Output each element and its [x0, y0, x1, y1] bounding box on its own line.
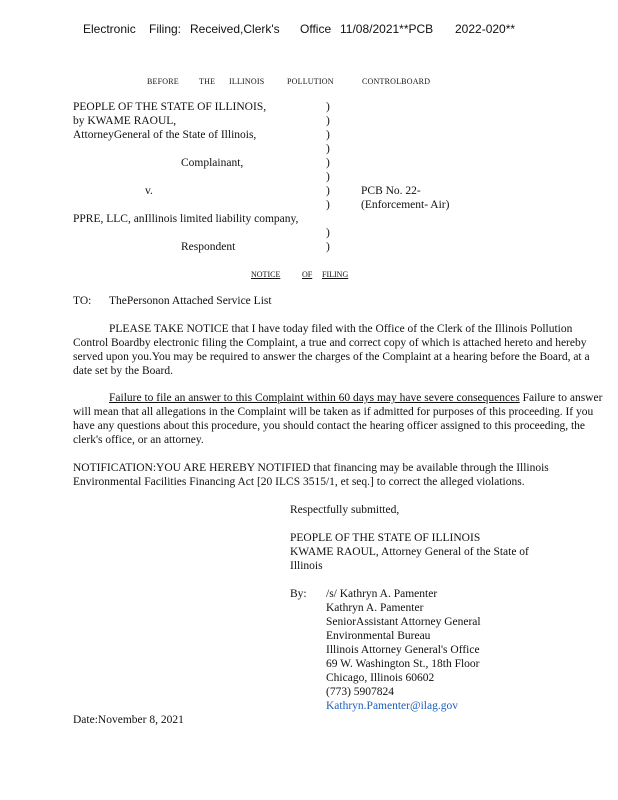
caption-paren: ): [326, 185, 330, 197]
caption-enforcement: (Enforcement- Air): [361, 199, 450, 211]
board-title-the: THE: [199, 77, 216, 86]
signature-state: Illinois: [290, 560, 323, 572]
caption-plaintiff-line3: AttorneyGeneral of the State of Illinois,: [73, 129, 257, 141]
stamp-received: Received,Clerk's: [190, 22, 280, 36]
failure-paragraph: [73, 391, 603, 447]
board-title-control: CONTROLBOARD: [362, 77, 431, 86]
failure-details: Failure to answer will mean that all allegations in the Complaint will be taken as if admitted for purposes of this proceeding. If you have any questions about this procedure, you should contact the hearing officer assigned to this proceeding, the clerk's office, or an attorney.: [73, 392, 603, 446]
financing-notification: NOTIFICATION:YOU ARE HEREBY NOTIFIED that financing may be available through the Illinois Environmental Facilities Financing Act [20 ILCS 3515/1, et seq.] to correct the alleged violations.: [73, 462, 549, 488]
date-line: Date:November 8, 2021: [73, 714, 184, 726]
signature-phone: (773) 5907824: [326, 686, 395, 698]
caption-paren: ): [326, 199, 330, 211]
caption-paren: ): [326, 115, 330, 127]
caption-versus: v.: [145, 185, 153, 197]
signature-name: Kathryn A. Pamenter: [326, 602, 424, 614]
signature-attorney-general: KWAME RAOUL, Attorney General of the State of: [290, 546, 529, 558]
caption-plaintiff-line1: PEOPLE OF THE STATE OF ILLINOIS,: [73, 101, 267, 113]
caption-paren: ): [326, 129, 330, 141]
signature-title: SeniorAssistant Attorney General: [326, 616, 481, 628]
caption-paren: ): [326, 171, 330, 183]
to-recipients: ThePersonon Attached Service List: [109, 295, 272, 307]
board-title-illinois: ILLINOIS: [229, 77, 265, 86]
stamp-case: 2022-020**: [455, 22, 516, 36]
signature-people: PEOPLE OF THE STATE OF ILLINOIS: [290, 532, 481, 544]
caption-plaintiff-line2: by KWAME RAOUL,: [73, 115, 177, 127]
notice-title-of: OF: [302, 270, 313, 279]
caption-complainant: Complainant,: [181, 157, 244, 169]
failure-warning: Failure to file an answer to this Complaint within 60 days may have severe consequences: [109, 392, 520, 404]
notice-paragraph: PLEASE TAKE NOTICE that I have today filed with the Office of the Clerk of the Illinois Pollution Control Boardby electronic filing the Complaint, a true and correct copy of which is attached hereto and hereby served upon you.You may be required to answer the charges of the Complaint at a hearing before the Board, at a date set by the Board.: [73, 323, 590, 377]
caption-respondent: Respondent: [181, 241, 236, 253]
signature-city: Chicago, Illinois 60602: [326, 672, 435, 684]
caption-paren: ): [326, 241, 330, 253]
caption-pcb-no: PCB No. 22-: [361, 185, 421, 197]
signature-electronic: /s/ Kathryn A. Pamenter: [326, 588, 438, 600]
board-title-pollution: POLLUTION: [287, 77, 334, 86]
notice-title-notice: NOTICE: [251, 270, 281, 279]
to-label: TO:: [73, 295, 92, 307]
board-title-before: BEFORE: [147, 77, 179, 86]
caption-paren: ): [326, 143, 330, 155]
signature-street: 69 W. Washington St., 18th Floor: [326, 658, 480, 670]
signature-email-link[interactable]: Kathryn.Pamenter@ilag.gov: [326, 700, 458, 712]
stamp-office: Office: [300, 22, 332, 36]
caption-paren: ): [326, 101, 330, 113]
stamp-filing: Filing:: [149, 22, 182, 36]
signature-bureau: Environmental Bureau: [326, 630, 431, 642]
signature-by: By:: [290, 588, 307, 600]
signature-office: Illinois Attorney General's Office: [326, 644, 480, 656]
caption-paren: ): [326, 157, 330, 169]
stamp-date: 11/08/2021**PCB: [340, 22, 434, 36]
caption-paren: ): [326, 227, 330, 239]
stamp-electronic: Electronic: [83, 22, 136, 36]
notice-title-filing: FILING: [322, 270, 349, 279]
caption-respondent-name: PPRE, LLC, anIllinois limited liability company,: [73, 213, 299, 225]
respectfully-submitted: Respectfully submitted,: [290, 504, 400, 516]
